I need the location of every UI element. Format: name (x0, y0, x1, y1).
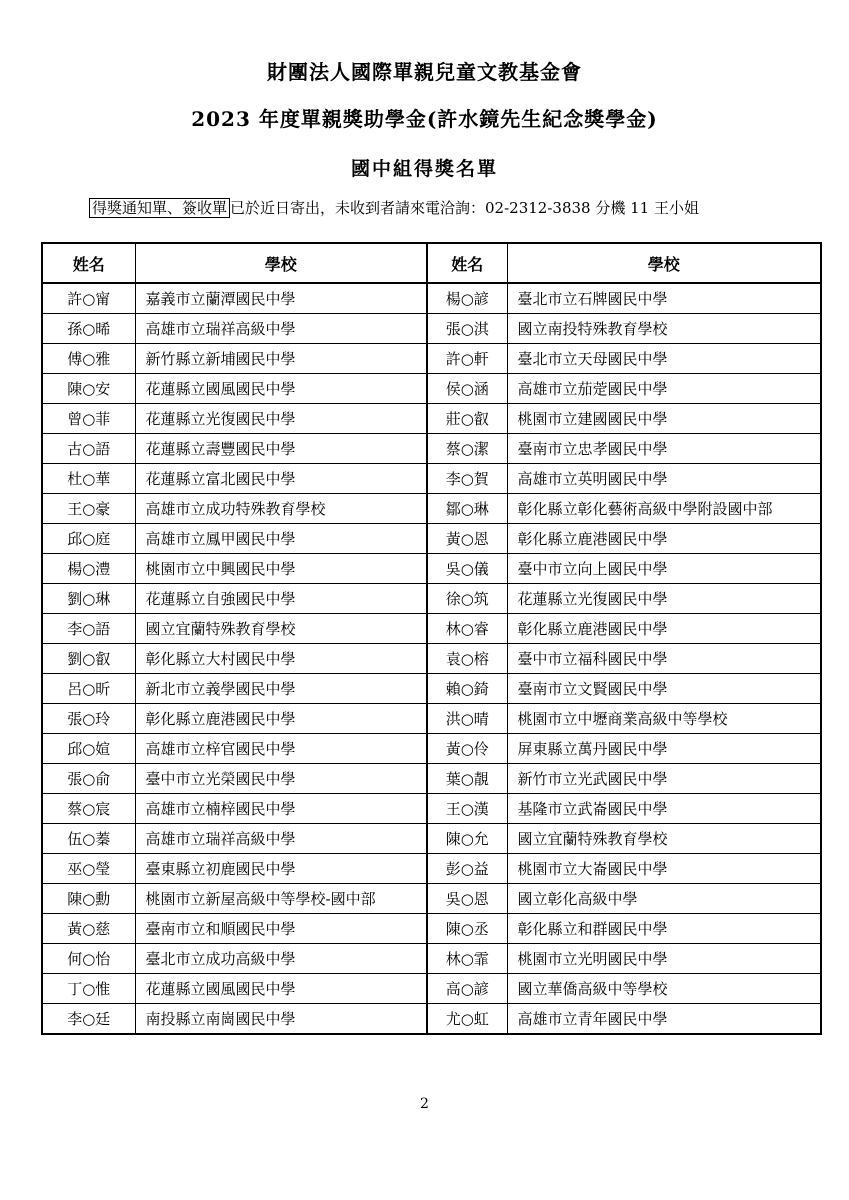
table-row (42, 854, 821, 884)
recipient-name: 洪○晴 (427, 704, 507, 734)
school-name: 高雄市立英明國民中學 (507, 464, 821, 494)
notice-text: 已於近日寄出，未收到者請來電洽詢：02-2312-3838 分機 11 王小姐 (230, 199, 699, 217)
school-name: 高雄市立梓官國民中學 (135, 734, 427, 764)
notice-line (89, 197, 699, 218)
recipient-name: 王○漢 (427, 794, 507, 824)
table-row (42, 464, 821, 494)
recipient-name: 李○賀 (427, 464, 507, 494)
school-name: 臺中市立光榮國民中學 (135, 764, 427, 794)
recipient-name: 黃○伶 (427, 734, 507, 764)
recipient-name: 張○俞 (42, 764, 135, 794)
table-row (42, 614, 821, 644)
table-row (42, 824, 821, 854)
table-row (42, 674, 821, 704)
school-name: 花蓮縣立國風國民中學 (135, 974, 427, 1004)
school-name: 臺南市立忠孝國民中學 (507, 434, 821, 464)
school-name: 彰化縣立大村國民中學 (135, 644, 427, 674)
school-name: 彰化縣立鹿港國民中學 (507, 524, 821, 554)
table-row (42, 794, 821, 824)
school-name: 國立宜蘭特殊教育學校 (135, 614, 427, 644)
recipient-name: 伍○蓁 (42, 824, 135, 854)
recipient-name: 彭○益 (427, 854, 507, 884)
school-name: 臺東縣立初鹿國民中學 (135, 854, 427, 884)
recipient-name: 邱○庭 (42, 524, 135, 554)
table-row (42, 524, 821, 554)
recipient-name: 傅○雅 (42, 344, 135, 374)
recipient-name: 賴○錡 (427, 674, 507, 704)
school-name: 花蓮縣立自強國民中學 (135, 584, 427, 614)
recipient-name: 高○諺 (427, 974, 507, 1004)
school-name: 臺北市立天母國民中學 (507, 344, 821, 374)
school-name: 嘉義市立蘭潭國民中學 (135, 283, 427, 314)
recipient-name: 杜○華 (42, 464, 135, 494)
table-row (42, 914, 821, 944)
table-row (42, 734, 821, 764)
recipient-name: 黃○慈 (42, 914, 135, 944)
recipient-name: 孫○晞 (42, 314, 135, 344)
table-row (42, 584, 821, 614)
recipient-name: 袁○榕 (427, 644, 507, 674)
school-name: 國立華僑高級中等學校 (507, 974, 821, 1004)
recipient-name: 徐○筑 (427, 584, 507, 614)
recipient-name: 呂○昕 (42, 674, 135, 704)
school-name: 高雄市立成功特殊教育學校 (135, 494, 427, 524)
recipient-name: 吳○恩 (427, 884, 507, 914)
list-title: 國中組得獎名單 (350, 158, 498, 180)
school-name: 臺南市立文賢國民中學 (507, 674, 821, 704)
header-name-right: 姓名 (427, 243, 507, 283)
table-row (42, 1004, 821, 1035)
program-title: 2023 年度單親獎助學金(許水鏡先生紀念獎學金) (191, 107, 658, 131)
header-school-left: 學校 (135, 243, 427, 283)
org-title: 財團法人國際單親兒童文教基金會 (267, 60, 582, 84)
recipient-name: 李○語 (42, 614, 135, 644)
school-name: 新竹市立光武國民中學 (507, 764, 821, 794)
table-row (42, 704, 821, 734)
recipient-name: 古○語 (42, 434, 135, 464)
school-name: 基隆市立武崙國民中學 (507, 794, 821, 824)
recipient-name: 蔡○潔 (427, 434, 507, 464)
recipient-name: 邱○媗 (42, 734, 135, 764)
recipient-name: 侯○涵 (427, 374, 507, 404)
table-row (42, 434, 821, 464)
school-name: 彰化縣立鹿港國民中學 (507, 614, 821, 644)
recipient-name: 陳○勳 (42, 884, 135, 914)
school-name: 國立宜蘭特殊教育學校 (507, 824, 821, 854)
header-school-right: 學校 (507, 243, 821, 283)
recipient-name: 楊○諺 (427, 283, 507, 314)
recipient-name: 黃○恩 (427, 524, 507, 554)
school-name: 新北市立義學國民中學 (135, 674, 427, 704)
school-name: 彰化縣立彰化藝術高級中學附設國中部 (507, 494, 821, 524)
recipient-name: 李○廷 (42, 1004, 135, 1035)
school-name: 桃園市立新屋高級中等學校-國中部 (135, 884, 427, 914)
school-name: 臺中市立向上國民中學 (507, 554, 821, 584)
recipient-name: 鄒○琳 (427, 494, 507, 524)
page-number: 2 (420, 1096, 429, 1112)
school-name: 桃園市立建國國民中學 (507, 404, 821, 434)
table-row (42, 404, 821, 434)
recipient-name: 蔡○宸 (42, 794, 135, 824)
school-name: 高雄市立楠梓國民中學 (135, 794, 427, 824)
school-name: 花蓮縣立光復國民中學 (135, 404, 427, 434)
school-name: 臺北市立石牌國民中學 (507, 283, 821, 314)
school-name: 桃園市立大崙國民中學 (507, 854, 821, 884)
recipient-name: 劉○叡 (42, 644, 135, 674)
recipient-name: 莊○叡 (427, 404, 507, 434)
table-header-row (42, 243, 821, 283)
school-name: 高雄市立瑞祥高級中學 (135, 314, 427, 344)
table-row (42, 944, 821, 974)
table-row (42, 554, 821, 584)
table-row (42, 974, 821, 1004)
school-name: 國立南投特殊教育學校 (507, 314, 821, 344)
table-row (42, 314, 821, 344)
recipient-name: 陳○允 (427, 824, 507, 854)
school-name: 屏東縣立萬丹國民中學 (507, 734, 821, 764)
recipient-name: 陳○丞 (427, 914, 507, 944)
school-name: 花蓮縣立光復國民中學 (507, 584, 821, 614)
school-name: 桃園市立光明國民中學 (507, 944, 821, 974)
school-name: 花蓮縣立國風國民中學 (135, 374, 427, 404)
school-name: 高雄市立青年國民中學 (507, 1004, 821, 1035)
school-name: 臺南市立和順國民中學 (135, 914, 427, 944)
recipient-name: 巫○瑩 (42, 854, 135, 884)
recipient-name: 許○甯 (42, 283, 135, 314)
school-name: 臺中市立福科國民中學 (507, 644, 821, 674)
school-name: 新竹縣立新埔國民中學 (135, 344, 427, 374)
recipient-name: 尤○虹 (427, 1004, 507, 1035)
school-name: 高雄市立鳳甲國民中學 (135, 524, 427, 554)
school-name: 高雄市立瑞祥高級中學 (135, 824, 427, 854)
awards-table (41, 242, 822, 1035)
recipient-name: 張○玲 (42, 704, 135, 734)
recipient-name: 林○霏 (427, 944, 507, 974)
school-name: 花蓮縣立壽豐國民中學 (135, 434, 427, 464)
school-name: 桃園市立中壢商業高級中等學校 (507, 704, 821, 734)
table-row (42, 494, 821, 524)
recipient-name: 張○淇 (427, 314, 507, 344)
table-row (42, 764, 821, 794)
table-row (42, 283, 821, 314)
recipient-name: 楊○澧 (42, 554, 135, 584)
school-name: 桃園市立中興國民中學 (135, 554, 427, 584)
recipient-name: 陳○安 (42, 374, 135, 404)
recipient-name: 曾○菲 (42, 404, 135, 434)
school-name: 彰化縣立和群國民中學 (507, 914, 821, 944)
school-name: 國立彰化高級中學 (507, 884, 821, 914)
school-name: 高雄市立茄萣國民中學 (507, 374, 821, 404)
school-name: 臺北市立成功高級中學 (135, 944, 427, 974)
recipient-name: 丁○惟 (42, 974, 135, 1004)
school-name: 南投縣立南崗國民中學 (135, 1004, 427, 1035)
school-name: 花蓮縣立富北國民中學 (135, 464, 427, 494)
recipient-name: 王○豪 (42, 494, 135, 524)
table-row (42, 374, 821, 404)
header-name-left: 姓名 (42, 243, 135, 283)
notice-boxed-label: 得獎通知單、簽收單 (89, 198, 230, 218)
recipient-name: 葉○靚 (427, 764, 507, 794)
table-row (42, 344, 821, 374)
school-name: 彰化縣立鹿港國民中學 (135, 704, 427, 734)
table-row (42, 644, 821, 674)
table-row (42, 884, 821, 914)
recipient-name: 吳○儀 (427, 554, 507, 584)
recipient-name: 林○睿 (427, 614, 507, 644)
recipient-name: 何○怡 (42, 944, 135, 974)
recipient-name: 許○軒 (427, 344, 507, 374)
recipient-name: 劉○琳 (42, 584, 135, 614)
